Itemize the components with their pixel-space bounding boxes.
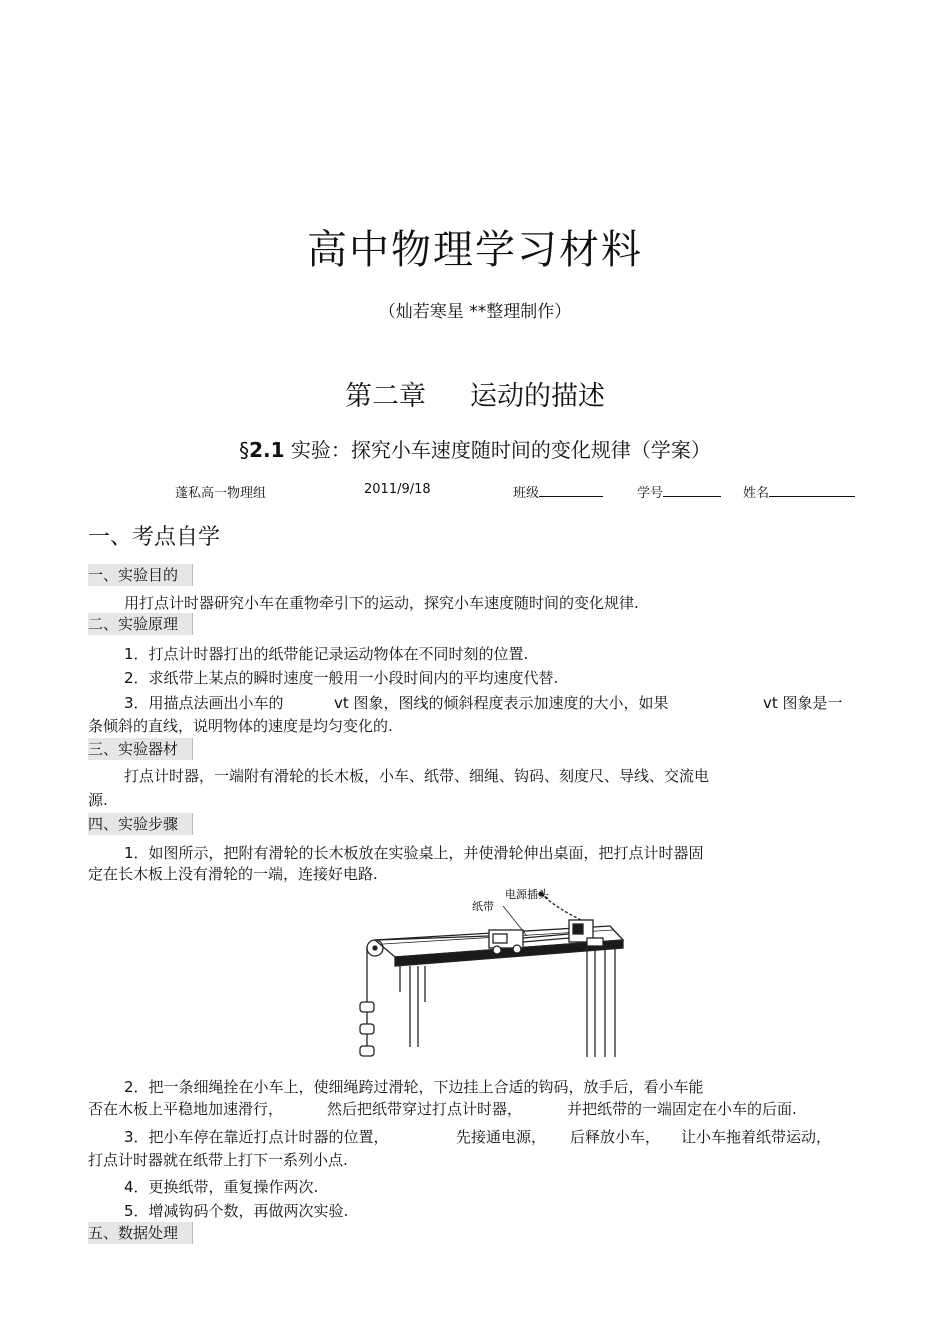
chapter-name: 运动的描述 [470,381,605,412]
meta-date: 2011/9/18 [364,482,431,497]
label-equipment: 三、实验器材 [88,738,193,760]
meta-name [743,482,855,501]
step-3a-1: 3．把小车停在靠近打点计时器的位置， [124,1128,389,1146]
meta-group: 蓬私高一物理组 [175,486,267,501]
name-label: 姓名 [743,486,770,501]
principle-2: 2．求纸带上某点的瞬时速度一般用一小段时间内的平均速度代替. [124,669,559,687]
chapter-heading [0,374,950,413]
name-blank[interactable] [769,484,855,497]
step-2a: 2．把一条细绳拴在小车上，使细绳跨过滑轮，下边挂上合适的钩码，放手后，看小车能 [124,1078,704,1096]
step-3a-3: 后释放小车， [570,1128,661,1146]
document-title: 高中物理学习材料 [307,227,643,273]
step-5: 5．增减钩码个数，再做两次实验. [124,1202,349,1220]
meta-id [637,482,721,501]
document-subtitle: （灿若寒星 **整理制作） [378,302,572,322]
principle-3d: 条倾斜的直线，说明物体的速度是均匀变化的. [88,717,393,735]
plug-label: 电源插头 [505,888,549,901]
section-symbol: § [239,438,250,462]
principle-1: 1．打点计时器打出的纸带能记录运动物体在不同时刻的位置. [124,645,529,663]
section-title: 实验：探究小车速度随时间的变化规律（学案） [290,438,711,462]
id-blank[interactable] [663,484,721,497]
label-steps: 四、实验步骤 [88,813,193,835]
step-2b-2: 然后把纸带穿过打点计时器， [327,1100,523,1118]
principle-3b: vt 图象，图线的倾斜程度表示加速度的大小，如果 [334,694,669,712]
principle-3a: 3．用描点法画出小车的 [124,694,284,712]
meta-class [513,482,603,501]
principle-3c: vt 图象是一 [763,694,843,712]
label-data-processing: 五、数据处理 [88,1222,193,1244]
section-heading [0,434,950,463]
chapter-number: 第二章 [345,381,426,412]
step-3b: 打点计时器就在纸带上打下一系列小点. [88,1151,348,1169]
step-4: 4．更换纸带，重复操作两次. [124,1178,319,1196]
class-label: 班级 [513,486,540,501]
tape-label: 纸带 [472,900,494,913]
step-3a-4: 让小车拖着纸带运动， [681,1128,832,1146]
purpose-text: 用打点计时器研究小车在重物牵引下的运动，探究小车速度随时间的变化规律. [124,594,639,612]
apparatus-figure [355,882,630,1072]
class-blank[interactable] [539,484,603,497]
equipment-line2: 源. [88,791,108,809]
step-2b-3: 并把纸带的一端固定在小车的后面. [567,1100,797,1118]
heading-self-study: 一、考点自学 [88,525,221,550]
step-3a-2: 先接通电源， [456,1128,547,1146]
label-purpose: 一、实验目的 [88,564,193,586]
step-1a: 1．如图所示，把附有滑轮的长木板放在实验桌上，并使滑轮伸出桌面，把打点计时器固 [124,844,704,862]
label-principle: 二、实验原理 [88,613,193,635]
step-1b: 定在长木板上没有滑轮的一端，连接好电路. [88,865,378,883]
equipment-line1: 打点计时器，一端附有滑轮的长木板，小车、纸带、细绳、钩码、刻度尺、导线、交流电 [124,767,710,785]
step-2b-1: 否在木板上平稳地加速滑行， [88,1100,284,1118]
id-label: 学号 [637,486,664,501]
section-number: 2.1 [249,438,285,462]
